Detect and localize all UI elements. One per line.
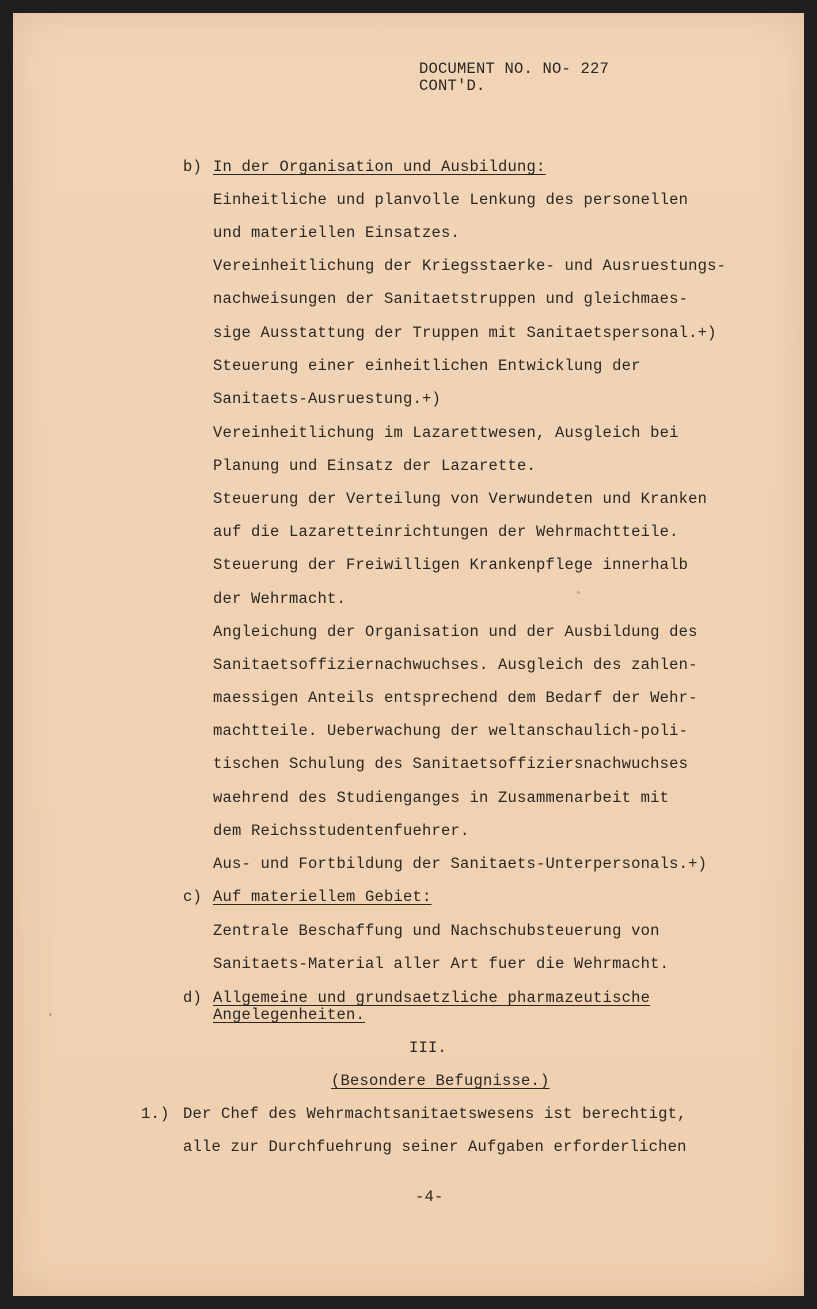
section-c-marker: c) — [183, 888, 203, 906]
section-c-heading: Auf materiellem Gebiet: — [213, 888, 432, 906]
section-d-heading: Allgemeine und grundsaetzliche pharmazeutische — [213, 989, 651, 1007]
section-b-line: und materiellen Einsatzes. — [213, 224, 461, 242]
paper-speck — [577, 591, 580, 594]
section-b-line: Aus- und Fortbildung der Sanitaets-Unterpersonals.+) — [213, 855, 708, 873]
section-b-line: dem Reichsstudentenfuehrer. — [213, 822, 470, 840]
section-b-heading: In der Organisation und Ausbildung: — [213, 158, 546, 176]
paper-speck — [49, 1013, 52, 1016]
section-b-line: Steuerung einer einheitlichen Entwicklung der — [213, 357, 641, 375]
section-b-line: Steuerung der Freiwilligen Krankenpflege innerhalb — [213, 556, 689, 574]
item-1-line: alle zur Durchfuehrung seiner Aufgaben erforderlichen — [183, 1138, 687, 1156]
section-b-line: Sanitaetsoffiziernachwuchses. Ausgleich des zahlen- — [213, 656, 698, 674]
part-title: (Besondere Befugnisse.) — [331, 1072, 550, 1090]
section-b-line: Planung und Einsatz der Lazarette. — [213, 457, 537, 475]
document-number: DOCUMENT NO. NO- 227 — [419, 60, 610, 78]
page-number: -4- — [415, 1188, 444, 1206]
section-b-line: sige Ausstattung der Truppen mit Sanitaetspersonal.+) — [213, 324, 717, 342]
section-b-line: maessigen Anteils entsprechend dem Bedarf der Wehr- — [213, 689, 698, 707]
section-d-heading-cont: Angelegenheiten. — [213, 1006, 366, 1024]
section-b-line: Vereinheitlichung der Kriegsstaerke- und Ausruestungs- — [213, 257, 727, 275]
section-b-line: Angleichung der Organisation und der Ausbildung des — [213, 623, 698, 641]
section-b-line: machtteile. Ueberwachung der weltanschaulich-poli- — [213, 722, 689, 740]
continued-label: CONT'D. — [419, 77, 486, 95]
section-b-line: auf die Lazaretteinrichtungen der Wehrmachtteile. — [213, 523, 679, 541]
section-b-line: Sanitaets-Ausruestung.+) — [213, 390, 442, 408]
section-c-line: Sanitaets-Material aller Art fuer die Wehrmacht. — [213, 955, 670, 973]
section-c-line: Zentrale Beschaffung und Nachschubsteuerung von — [213, 922, 660, 940]
section-b-marker: b) — [183, 158, 203, 176]
section-b-line: der Wehrmacht. — [213, 590, 347, 608]
item-1-marker: 1.) — [141, 1105, 170, 1123]
section-b-line: tischen Schulung des Sanitaetsoffiziersnachwuchses — [213, 755, 689, 773]
section-b-line: waehrend des Studienganges in Zusammenarbeit mit — [213, 789, 670, 807]
item-1-line: Der Chef des Wehrmachtsanitaetswesens ist berechtigt, — [183, 1105, 687, 1123]
section-d-marker: d) — [183, 989, 203, 1007]
document-page — [13, 13, 804, 1296]
section-b-line: nachweisungen der Sanitaetstruppen und gleichmaes- — [213, 290, 689, 308]
part-numeral: III. — [409, 1039, 448, 1057]
section-b-line: Steuerung der Verteilung von Verwundeten und Kranken — [213, 490, 708, 508]
section-b-line: Vereinheitlichung im Lazarettwesen, Ausgleich bei — [213, 424, 679, 442]
section-b-line: Einheitliche und planvolle Lenkung des personellen — [213, 191, 689, 209]
